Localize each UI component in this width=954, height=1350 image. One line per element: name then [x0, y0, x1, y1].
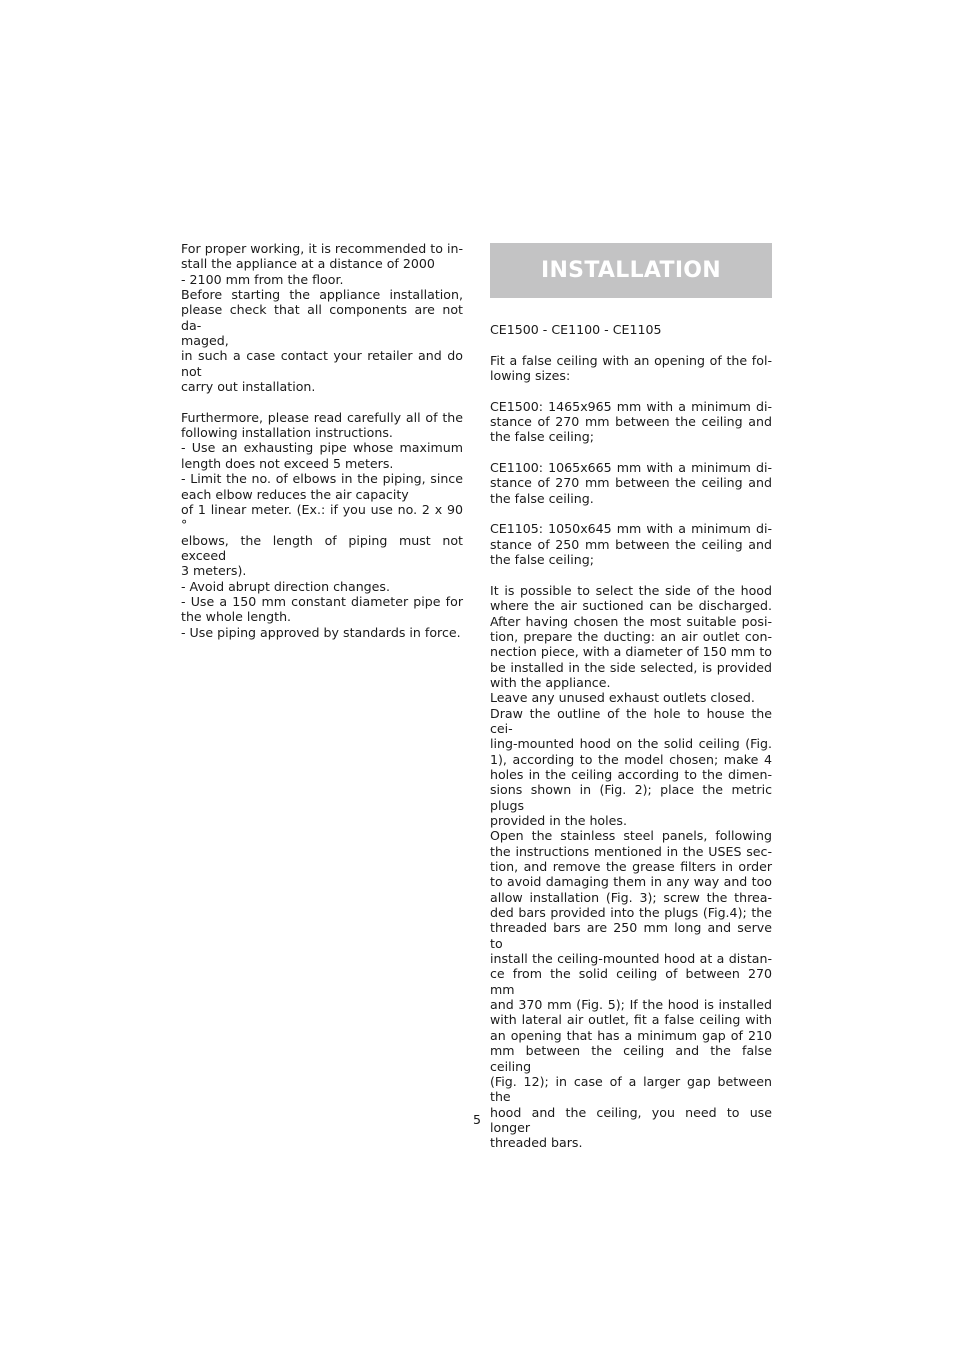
- blank-line: [181, 394, 463, 409]
- text-line: Fit a false ceiling with an opening of the fol-: [490, 352, 772, 368]
- section-title: INSTALLATION: [540, 258, 722, 283]
- text-line: lowing sizes:: [490, 368, 571, 384]
- text-line: following installation instructions.: [181, 425, 393, 441]
- text-line: please check that all components are not da-: [181, 302, 463, 333]
- text-line: stance of 270 mm between the ceiling and: [490, 414, 772, 430]
- text-line: provided in the holes.: [490, 813, 627, 828]
- text-line: be installed in the side selected, is provided: [490, 659, 772, 675]
- text-line: with the appliance.: [490, 674, 611, 690]
- text-line: - Limit the no. of elbows in the piping, since: [181, 471, 463, 487]
- text-line: 1), according to the model chosen; make 4: [490, 751, 772, 767]
- text-line: stance of 270 mm between the ceiling and: [490, 475, 772, 491]
- text-line: install the ceiling-mounted hood at a distan-: [490, 951, 772, 967]
- page-number: 5: [472, 1112, 481, 1127]
- text-line: - Use an exhausting pipe whose maximum: [181, 440, 463, 456]
- text-line: For proper working, it is recommended to in-: [181, 241, 463, 256]
- text-line: Leave any unused exhaust outlets closed.: [490, 690, 755, 706]
- text-line: ded bars provided into the plugs (Fig.4); the: [490, 905, 772, 921]
- blank-line: [490, 445, 772, 460]
- text-line: Furthermore, please read carefully all of the: [181, 409, 463, 425]
- text-line: tion, and remove the grease filters in order: [490, 859, 772, 875]
- text-line: the false ceiling;: [490, 552, 595, 568]
- text-line: holes in the ceiling according to the dimen-: [490, 766, 772, 782]
- text-line: ce from the solid ceiling of between 270 mm: [490, 966, 772, 997]
- text-line: with lateral air outlet, fit a false ceiling with: [490, 1012, 772, 1028]
- text-line: the instructions mentioned in the USES sec-: [490, 843, 772, 859]
- text-line: stance of 250 mm between the ceiling and: [490, 536, 772, 552]
- text-line: It is possible to select the side of the hood: [490, 582, 772, 598]
- text-line: of 1 linear meter. (Ex.: if you use no. 2 x 90 °: [181, 501, 463, 533]
- text-line: CE1500 - CE1100 - CE1105: [490, 322, 662, 337]
- text-line: Before starting the appliance installation,: [181, 287, 463, 303]
- blank-line: [490, 568, 772, 583]
- text-line: - Use a 150 mm constant diameter pipe for: [181, 593, 463, 609]
- text-line: carry out installation.: [181, 379, 316, 395]
- text-line: allow installation (Fig. 3); screw the threa-: [490, 889, 772, 905]
- text-line: After having chosen the most suitable posi-: [490, 613, 772, 629]
- text-line: mm between the ceiling and the false ceiling: [490, 1043, 772, 1074]
- text-line: an opening that has a minimum gap of 210: [490, 1027, 772, 1043]
- blank-line: [490, 383, 772, 398]
- text-line: in such a case contact your retailer and do not: [181, 348, 463, 379]
- text-line: (Fig. 12); in case of a larger gap between the: [490, 1073, 772, 1105]
- text-line: the false ceiling;: [490, 429, 595, 445]
- blank-line: [490, 337, 772, 352]
- text-line: - Use piping approved by standards in force.: [181, 624, 461, 640]
- text-line: maged,: [181, 333, 229, 349]
- text-line: where the air suctioned can be discharged.: [490, 598, 772, 614]
- text-line: each elbow reduces the air capacity: [181, 486, 409, 502]
- text-line: hood and the ceiling, you need to use longer: [490, 1104, 772, 1135]
- text-line: threaded bars.: [490, 1135, 583, 1151]
- text-line: CE1105: 1050x645 mm with a minimum di-: [490, 521, 772, 537]
- text-line: CE1100: 1065x665 mm with a minimum di-: [490, 460, 772, 476]
- text-line: CE1500: 1465x965 mm with a minimum di-: [490, 398, 772, 414]
- section-header: [490, 243, 772, 298]
- text-line: length does not exceed 5 meters.: [181, 455, 394, 471]
- text-line: Open the stainless steel panels, following: [490, 828, 772, 844]
- text-line: the whole length.: [181, 609, 292, 625]
- text-line: nection piece, with a diameter of 150 mm to: [490, 644, 772, 660]
- text-line: and 370 mm (Fig. 5); If the hood is installed: [490, 997, 772, 1013]
- right-column: [490, 322, 772, 1151]
- text-line: - Avoid abrupt direction changes.: [181, 578, 390, 594]
- text-line: sions shown in (Fig. 2); place the metric plugs: [490, 782, 772, 813]
- text-line: Draw the outline of the hole to house the cei-: [490, 705, 772, 736]
- left-column: [181, 241, 463, 640]
- text-line: the false ceiling.: [490, 490, 594, 506]
- text-line: elbows, the length of piping must not exceed: [181, 532, 463, 563]
- text-line: ling-mounted hood on the solid ceiling (Fig.: [490, 736, 772, 752]
- text-line: 3 meters).: [181, 563, 247, 579]
- blank-line: [490, 506, 772, 521]
- text-line: to avoid damaging them in any way and too: [490, 874, 772, 890]
- text-line: - 2100 mm from the floor.: [181, 271, 344, 287]
- text-line: threaded bars are 250 mm long and serve to: [490, 920, 772, 951]
- text-line: stall the appliance at a distance of 2000: [181, 256, 435, 272]
- text-line: tion, prepare the ducting: an air outlet con-: [490, 628, 772, 644]
